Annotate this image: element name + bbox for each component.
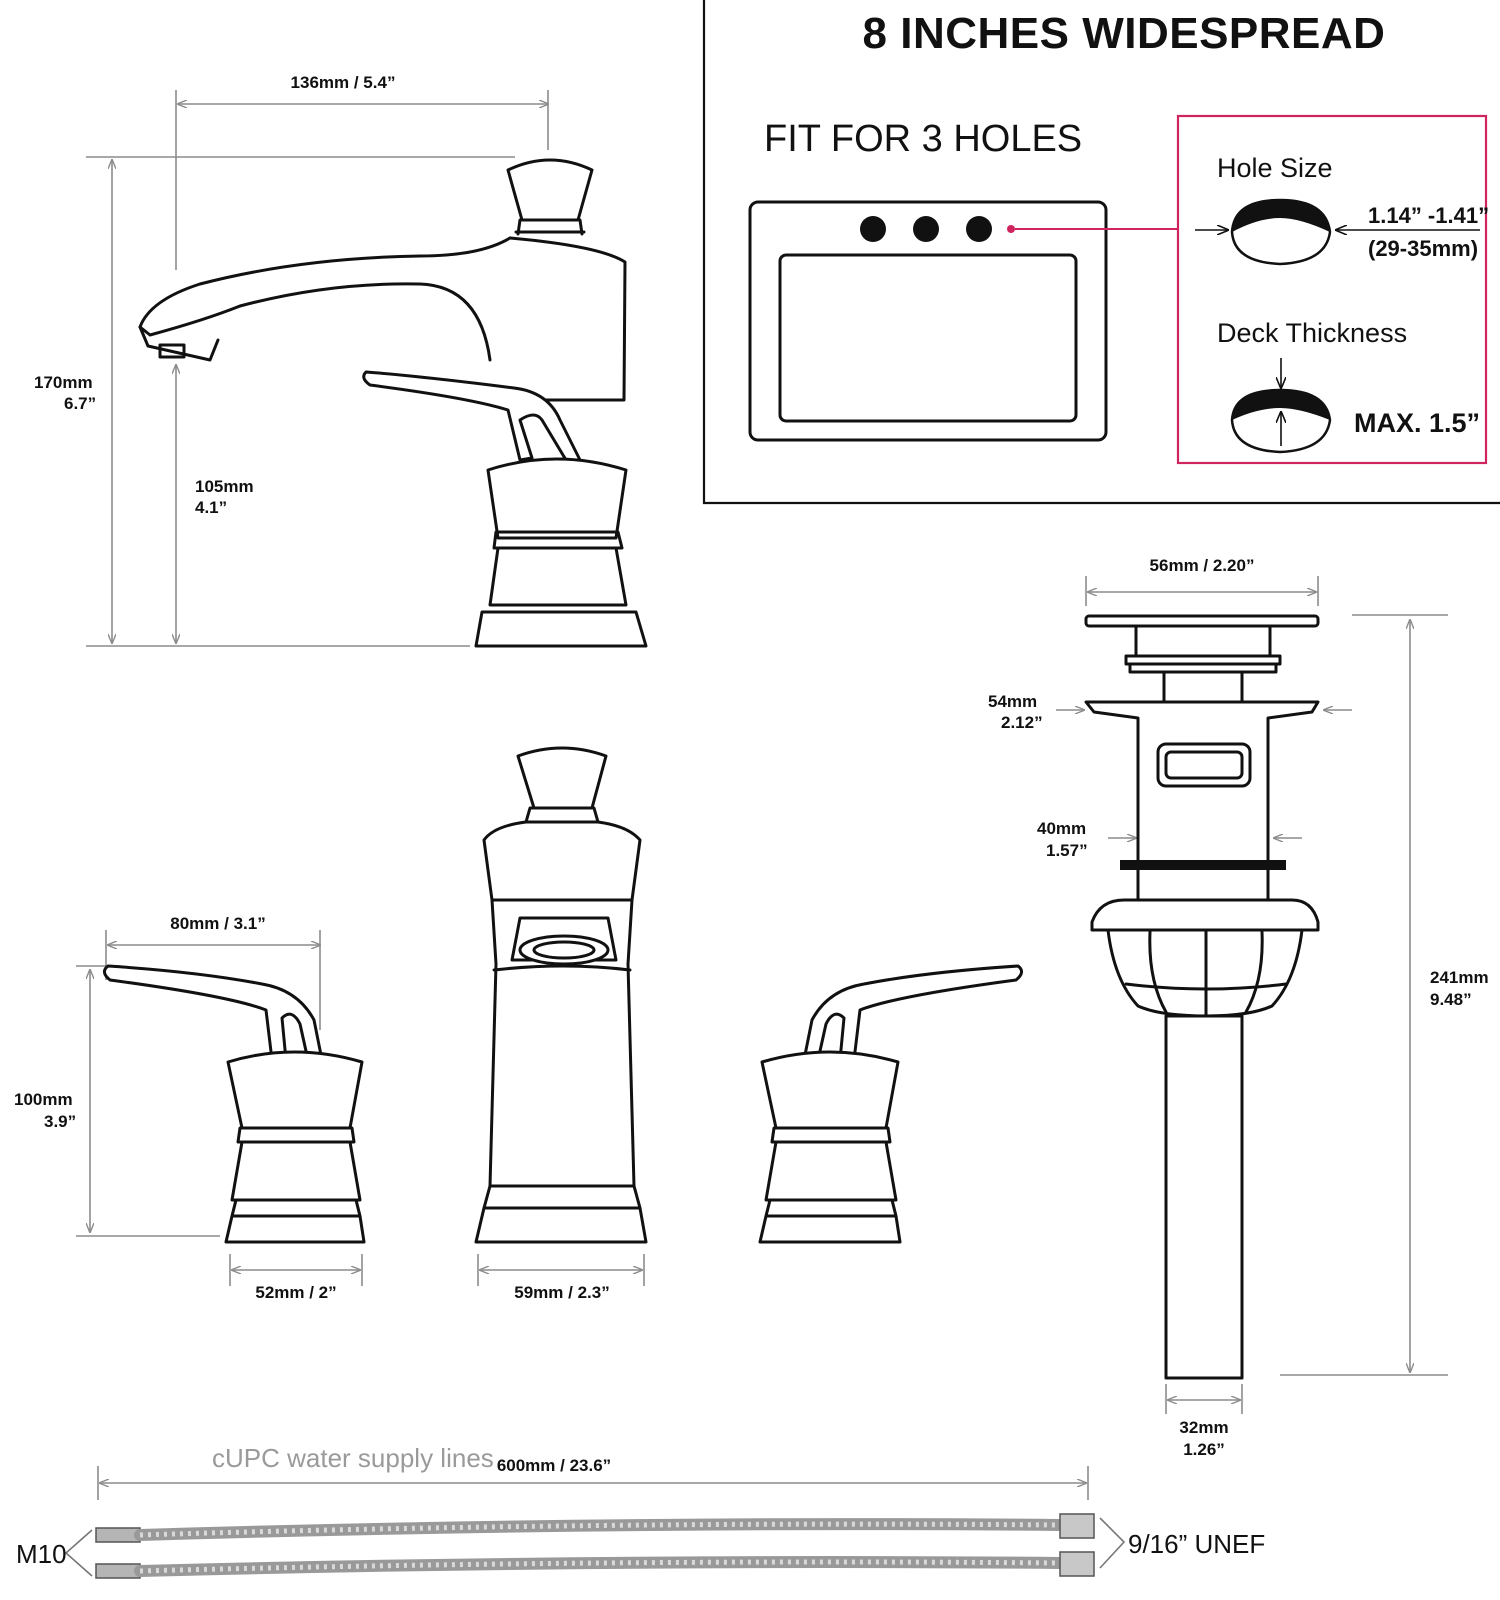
hole-size-mm: (29-35mm): [1368, 236, 1479, 261]
drain-tail-mm: 32mm: [1179, 1418, 1229, 1437]
hose2-left-fitting: [96, 1564, 140, 1578]
drain-stopper-neck: [1164, 672, 1242, 702]
handle-height-mm: 100mm: [14, 1090, 73, 1109]
spout-knob-collar: [526, 808, 598, 822]
drain-top-label: 56mm / 2.20”: [1149, 556, 1255, 575]
faucet-side-view: [34, 73, 646, 646]
drain-height-in: 9.48”: [1430, 990, 1472, 1009]
drain-height-mm: 241mm: [1430, 968, 1489, 987]
deck-max-value: MAX. 1.5”: [1354, 408, 1481, 438]
drain-flange-mm: 54mm: [988, 692, 1038, 711]
drain-stopper-stem: [1136, 626, 1270, 656]
faucet-width-label: 136mm / 5.4”: [290, 73, 396, 92]
drain-body-in: 1.57”: [1046, 841, 1088, 860]
side-base-foot: [476, 612, 646, 646]
handle-base-label: 52mm / 2”: [255, 1283, 337, 1302]
handle-height-in: 3.9”: [44, 1112, 77, 1131]
spout-shoulder: [484, 822, 640, 900]
unef-bracket: [1100, 1518, 1124, 1568]
faucet-top-knob: [508, 160, 592, 220]
right-handle-front-view: [760, 966, 1022, 1242]
drain-rubber-washer: [1120, 860, 1286, 870]
water-supply-lines: [16, 1443, 1265, 1578]
drain-flange-in: 2.12”: [1001, 713, 1043, 732]
spout-base-label: 59mm / 2.3”: [514, 1283, 610, 1302]
side-base-upper: [488, 459, 626, 538]
knob-collar: [516, 220, 584, 234]
sink-basin: [780, 255, 1076, 421]
thread-left-label: M10: [16, 1539, 67, 1569]
right-handle-foot: [760, 1200, 900, 1242]
left-lever: [104, 966, 322, 1060]
left-handle-foot: [226, 1200, 364, 1242]
deck-thickness-label: Deck Thickness: [1217, 318, 1408, 348]
spout-seam: [494, 966, 630, 970]
spout-height-in: 4.1”: [195, 498, 228, 517]
drain-tail-in: 1.26”: [1183, 1440, 1225, 1459]
fit-label: FIT FOR 3 HOLES: [764, 118, 1083, 160]
supply-length-label: 600mm / 23.6”: [496, 1456, 612, 1475]
right-handle-ring: [766, 1128, 896, 1200]
drain-body-mm: 40mm: [1037, 819, 1087, 838]
right-lever: [804, 966, 1022, 1060]
drain-tailpiece: [1166, 1016, 1242, 1378]
sink-hole-1: [860, 216, 886, 242]
side-base-ring: [490, 532, 626, 605]
hose2-right-nut: [1060, 1552, 1094, 1576]
handle-reach-label: 80mm / 3.1”: [170, 914, 266, 933]
faucet-height-mm: 170mm: [34, 373, 93, 392]
faucet-height-in: 6.7”: [64, 394, 97, 413]
hole-size-inches: 1.14” -1.41”: [1368, 203, 1490, 228]
left-handle-front-view: [14, 914, 364, 1302]
spout-top-knob: [518, 748, 606, 808]
spout-body-right: [488, 238, 625, 400]
hole-callout-dot: [1007, 225, 1015, 233]
spout-height-mm: 105mm: [195, 477, 254, 496]
left-handle-ring: [232, 1128, 360, 1200]
hose1-right-nut: [1060, 1514, 1094, 1538]
sink-hole-2: [913, 216, 939, 242]
spout-base-foot: [476, 1208, 646, 1242]
left-handle-body: [228, 1052, 362, 1128]
pop-up-drain: [988, 556, 1489, 1459]
sink-hole-3: [966, 216, 992, 242]
hole-size-label: Hole Size: [1217, 153, 1333, 183]
page-title: 8 INCHES WIDESPREAD: [862, 9, 1386, 58]
thread-right-label: 9/16” UNEF: [1128, 1529, 1266, 1559]
m10-bracket: [66, 1530, 92, 1576]
spout-front-view: [476, 748, 646, 1302]
right-handle-body: [762, 1052, 898, 1128]
drain-overflow-slot: [1158, 744, 1250, 786]
drain-flange-body: [1086, 702, 1318, 908]
spout-base-ring: [484, 1186, 640, 1208]
drain-nut-top: [1092, 900, 1318, 930]
installation-info-panel: [704, 0, 1500, 503]
side-handle-lever: [364, 372, 580, 460]
supply-label: cUPC water supply lines: [212, 1443, 494, 1473]
hose1-left-fitting: [96, 1528, 140, 1542]
spout-arm: [140, 238, 510, 360]
